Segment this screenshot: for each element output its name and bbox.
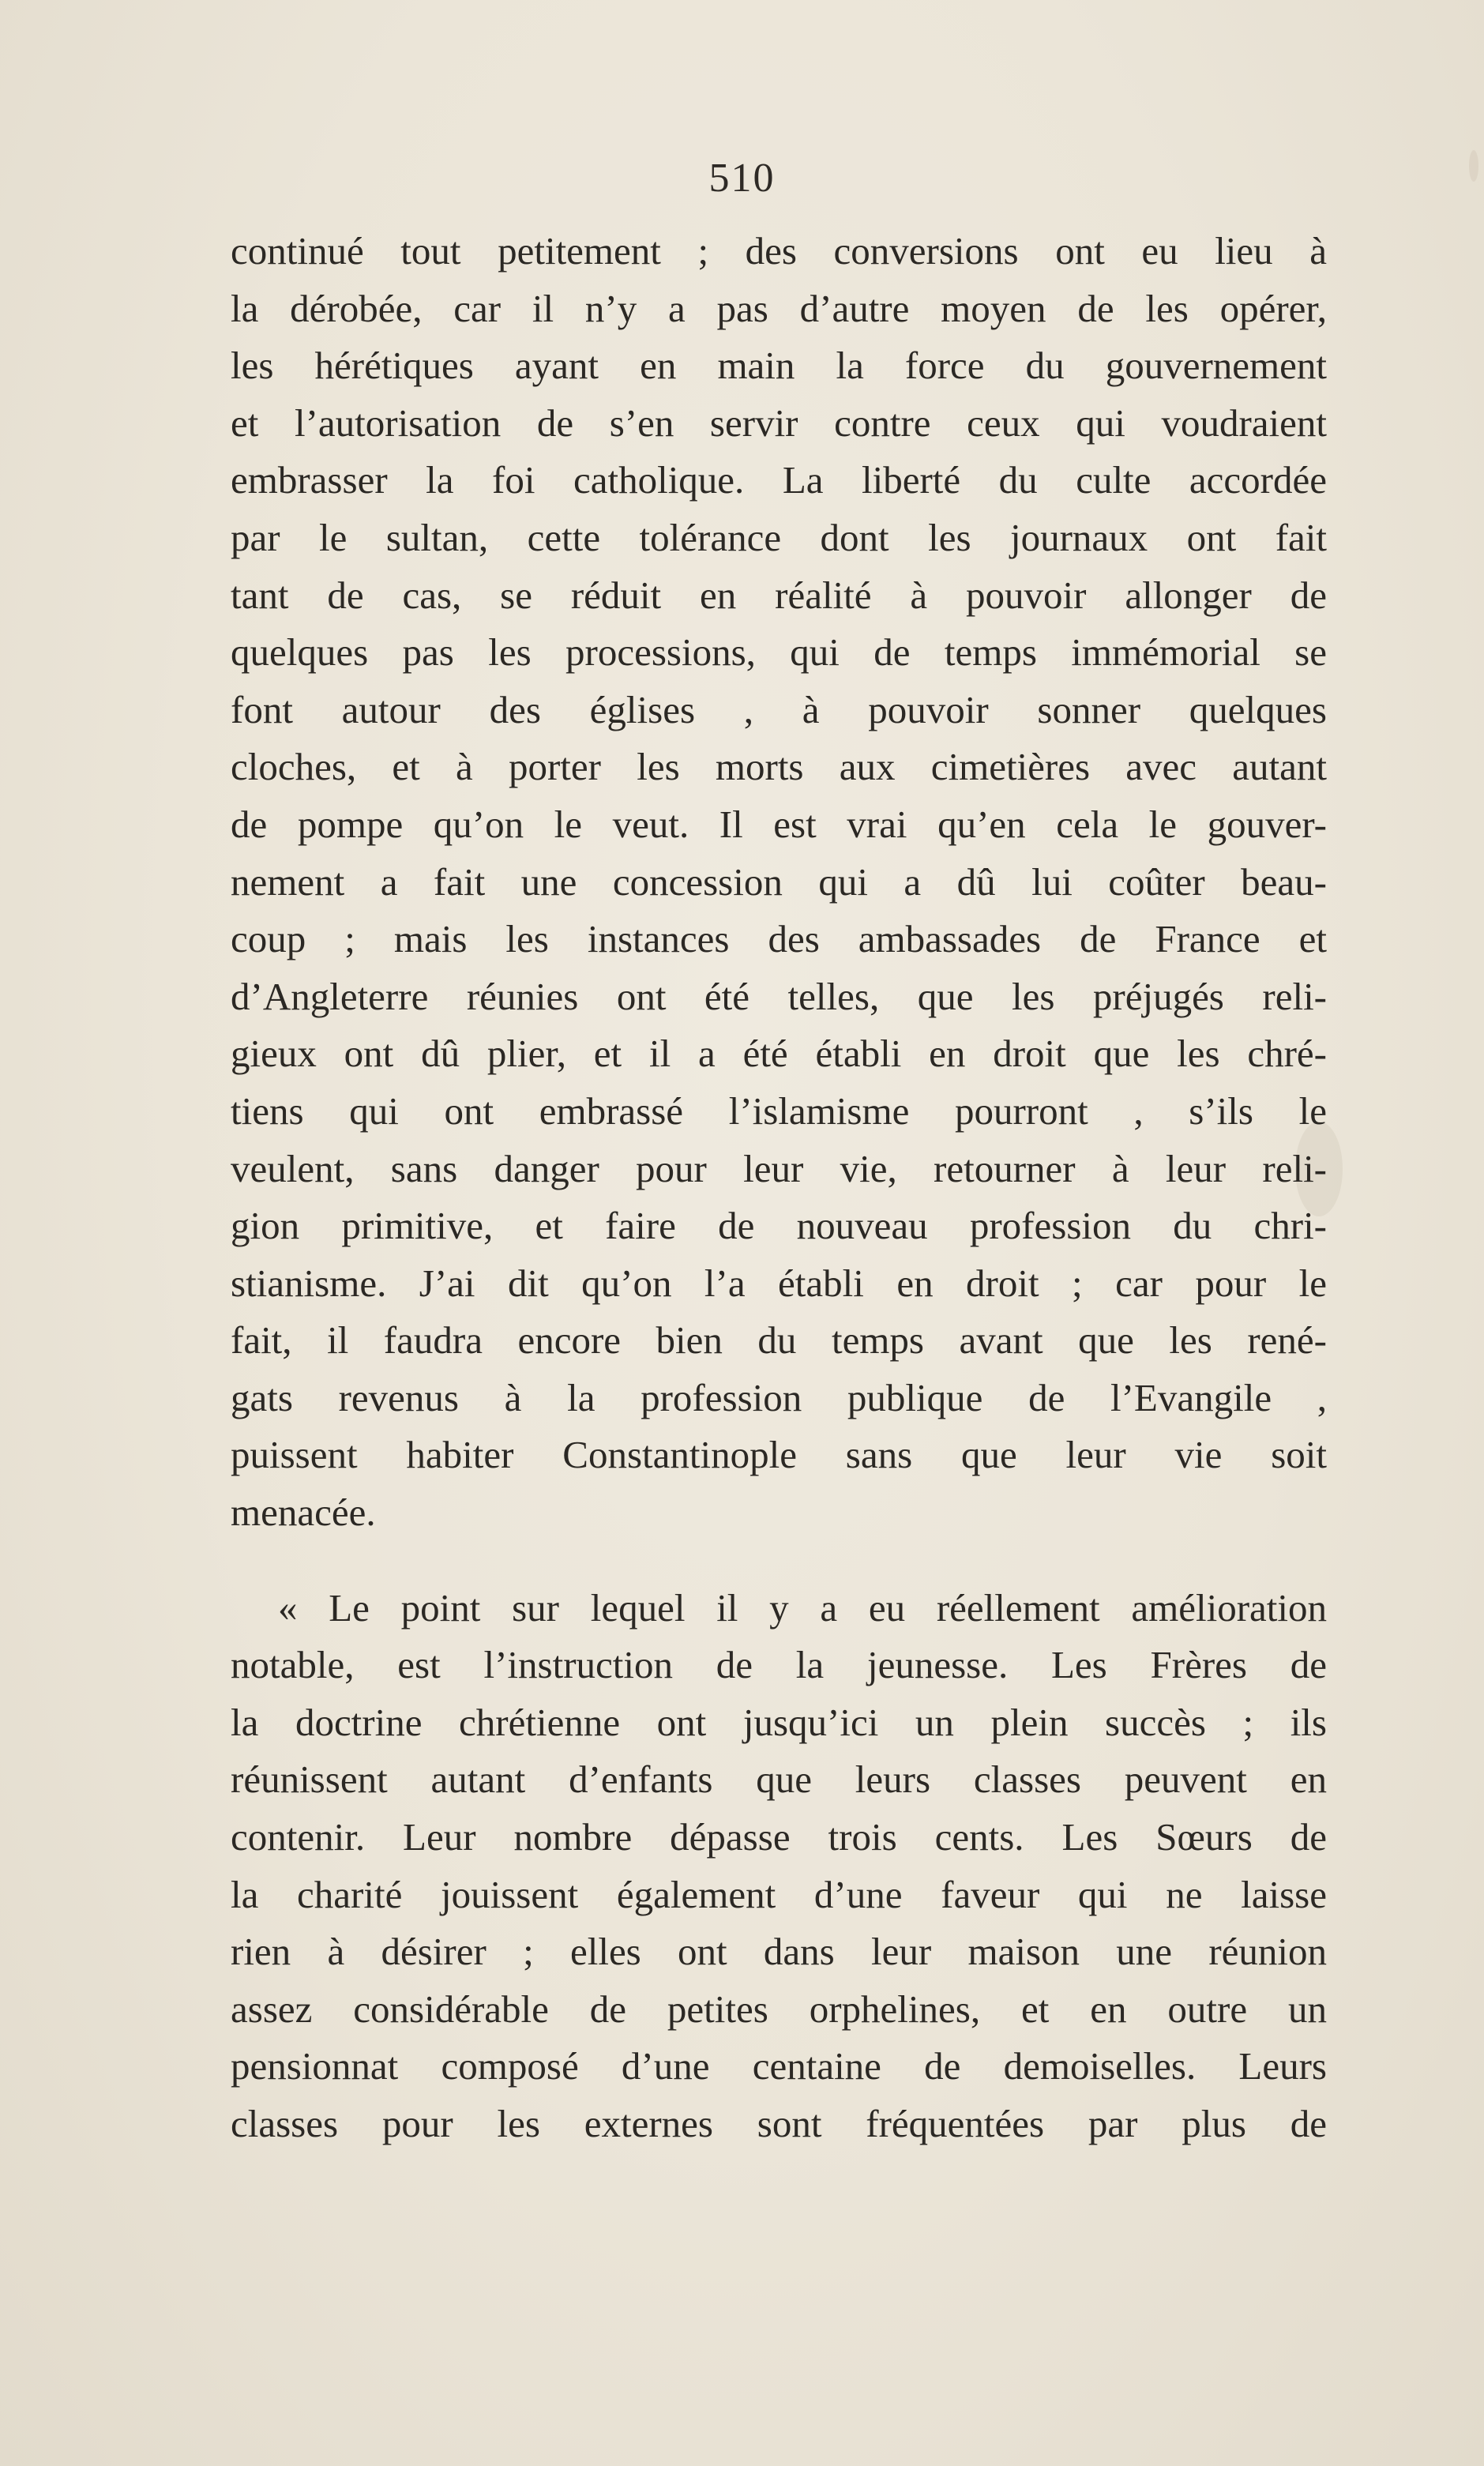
text-line: et l’autorisation de s’en servir contre ceux qui voudraient (231, 400, 1327, 445)
text-line: fait, il faudra encore bien du temps avant que les rené- (231, 1318, 1327, 1363)
text-line: embrasser la foi catholique. La liberté du culte accordée (231, 458, 1327, 502)
text-line: font autour des églises , à pouvoir sonner quelques (231, 687, 1327, 731)
text-line: les hérétiques ayant en main la force du gouvernement (231, 344, 1327, 388)
text-line: gieux ont dû plier, et il a été établi en droit que les chré- (231, 1032, 1327, 1076)
text-line: contenir. Leur nombre dépasse trois cents. Les Sœurs de (231, 1815, 1327, 1859)
paragraph-gap (231, 1542, 1327, 1580)
text-line: réunissent autant d’enfants que leurs classes peuvent en (231, 1757, 1327, 1802)
text-line: la doctrine chrétienne ont jusqu’ici un plein succès ; ils (231, 1700, 1327, 1744)
text-line: pensionnat composé d’une centaine de demoiselles. Leurs (231, 2044, 1327, 2088)
text-line: stianisme. J’ai dit qu’on l’a établi en droit ; car pour le (231, 1261, 1327, 1305)
text-line: veulent, sans danger pour leur vie, retourner à leur reli- (231, 1146, 1327, 1190)
text-line: menacée. (231, 1491, 376, 1535)
text-line: nement a fait une concession qui a dû lui coûter beau- (231, 859, 1327, 904)
paragraph-1 (231, 223, 1327, 1542)
text-line: puissent habiter Constantinople sans que leur vie soit (231, 1433, 1327, 1477)
text-line: la charité jouissent également d’une faveur qui ne laisse (231, 1872, 1327, 1916)
text-line: notable, est l’instruction de la jeunesse. Les Frères de (231, 1643, 1327, 1687)
text-line: la dérobée, car il n’y a pas d’autre moyen de les opérer, (231, 286, 1327, 330)
text-line: tiens qui ont embrassé l’islamisme pourront , s’ils le (231, 1088, 1327, 1133)
text-line: de pompe qu’on le veut. Il est vrai qu’en cela le gouver- (231, 802, 1327, 846)
text-line: continué tout petitement ; des conversions ont eu lieu à (231, 229, 1327, 273)
text-line: rien à désirer ; elles ont dans leur maison une réunion (231, 1930, 1327, 1974)
text-line: coup ; mais les instances des ambassades de France et (231, 917, 1327, 961)
body-text (231, 223, 1327, 2153)
text-line: tant de cas, se réduit en réalité à pouvoir allonger de (231, 573, 1327, 617)
text-line: d’Angleterre réunies ont été telles, que les préjugés reli- (231, 974, 1327, 1018)
paragraph-2 (231, 1580, 1327, 2153)
text-line: par le sultan, cette tolérance dont les journaux ont fait (231, 515, 1327, 559)
text-line: assez considérable de petites orphelines, et en outre un (231, 1987, 1327, 2031)
text-line: classes pour les externes sont fréquentées par plus de (231, 2102, 1327, 2145)
text-line: gion primitive, et faire de nouveau profession du chri- (231, 1204, 1327, 1248)
text-line: cloches, et à porter les morts aux cimetières avec autant (231, 745, 1327, 789)
text-line: quelques pas les processions, qui de temps immémorial se (231, 630, 1327, 675)
text-line: « Le point sur lequel il y a eu réellement amélioration (278, 1585, 1327, 1630)
text-line: gats revenus à la profession publique de l’Evangile , (231, 1375, 1327, 1419)
page-number: 510 (708, 156, 776, 201)
